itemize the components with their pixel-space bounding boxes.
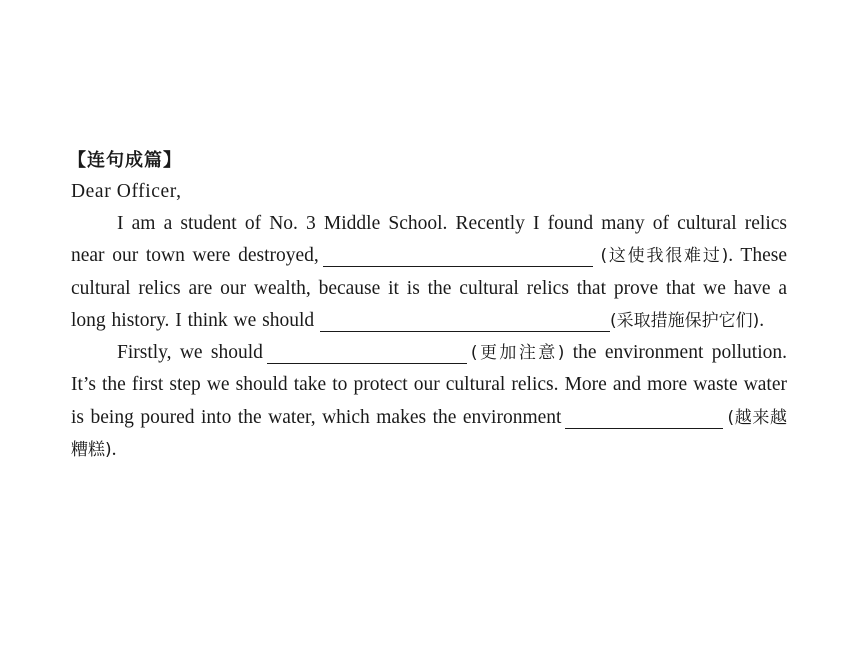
paragraph-2-text-3: . xyxy=(111,439,117,461)
letter-paragraph-1 xyxy=(71,208,787,337)
answer-blank-2[interactable] xyxy=(320,311,610,332)
answer-blank-3[interactable] xyxy=(267,343,467,364)
chinese-hint-4: (越来越糟糕) xyxy=(71,407,787,461)
chinese-hint-2: (采取措施保护它们) xyxy=(610,310,760,331)
letter-paragraph-2 xyxy=(71,337,787,466)
answer-blank-1[interactable] xyxy=(323,246,593,267)
letter-salutation: Dear Officer, xyxy=(71,181,182,202)
paragraph-2-text-2: the environment pollution. It’s the first step we should take to protect our cultural relics. More and more waste water is being poured into the water, which makes the environment xyxy=(71,342,787,428)
paragraph-1-text-3: . xyxy=(759,309,765,331)
exercise-document xyxy=(68,146,787,466)
answer-blank-4[interactable] xyxy=(565,408,723,429)
chinese-hint-1: (这使我很难过) xyxy=(600,246,729,267)
paragraph-1-text-2: . These cultural relics are our wealth, because it is the cultural relics that prove that we have a long history. I think we should xyxy=(71,245,787,331)
paragraph-1-text-1: I am a student of No. 3 Middle School. Recently I found many of cultural relics near our town were destroyed, xyxy=(71,213,787,267)
paragraph-2-text-1: Firstly, we should xyxy=(117,342,263,364)
section-heading: 【连句成篇】 xyxy=(68,150,182,171)
chinese-hint-3: (更加注意) xyxy=(470,343,565,364)
